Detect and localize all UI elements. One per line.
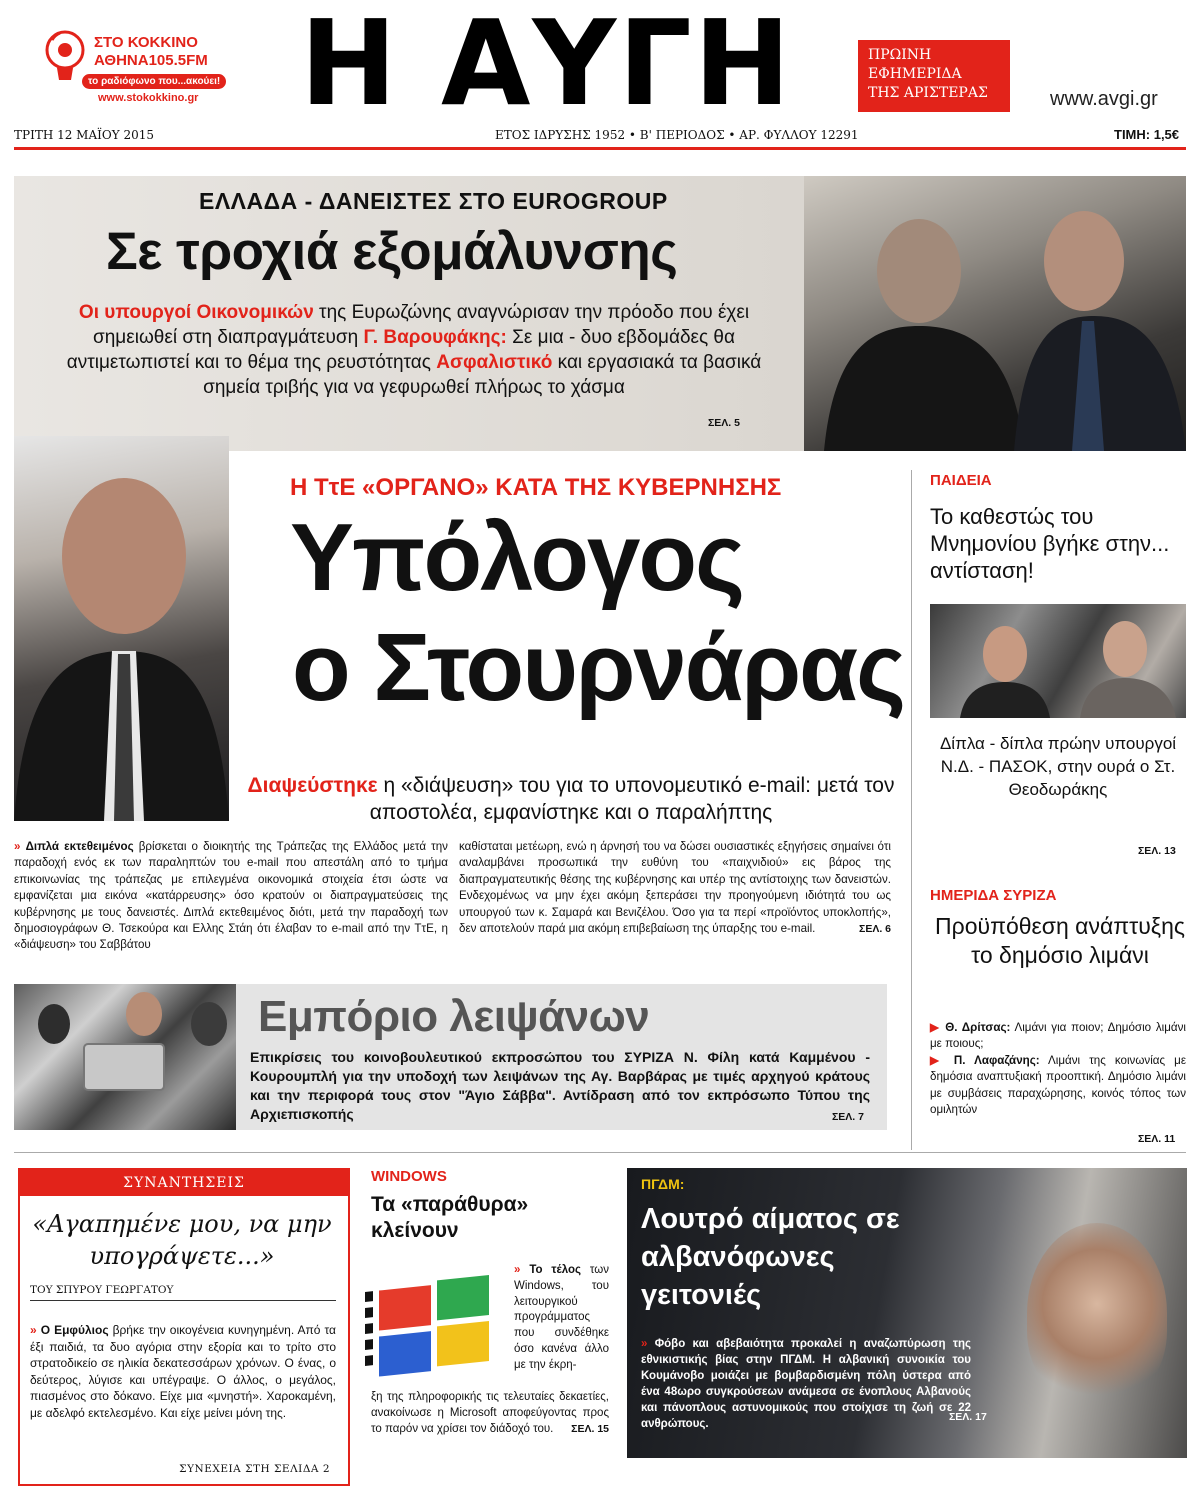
speaker-name: Θ. Δρίτσας: bbox=[945, 1021, 1011, 1034]
meetings-byline: ΤΟΥ ΣΠΥΡΟΥ ΓΕΩΡΓΑΤΟΥ bbox=[30, 1284, 336, 1301]
body-text: Φόβο και αβεβαιότητα προκαλεί η αναζωπύρωση της εθνικιστικής βίας στην ΠΓΔΜ. Η αλβανική συνοικία του Κουμάνοβο μοιάζει με βομβαρδισμένη πόλη ύστερα από ένα 48ωρο συγκρούσεων ανάμεσα σε ένοπλους Αλβανούς και πάνοπλους αστυνομικούς που στοίχισε τη ζωή σε 22 ανθρώπους. bbox=[641, 1338, 971, 1430]
arrow-icon: » bbox=[514, 1264, 521, 1276]
central-story-deck bbox=[246, 772, 896, 826]
page-reference[interactable]: ΣΕΛ. 11 bbox=[1138, 1133, 1176, 1145]
meetings-headline[interactable]: «Αγαπημένε μου, να μην υπογράψετε...» bbox=[32, 1210, 332, 1270]
top-story-kicker: ΕΛΛΑΔΑ - ΔΑΝΕΙΣΤΕΣ ΣΤΟ EUROGROUP bbox=[199, 188, 668, 214]
central-headline-line1[interactable]: Υπόλογος bbox=[290, 504, 743, 611]
page-reference[interactable]: ΣΕΛ. 15 bbox=[571, 1422, 609, 1435]
issue-info: ΕΤΟΣ ΙΔΡΥΣΗΣ 1952 • Β' ΠΕΡΙΟΔΟΣ • ΑΡ. ΦΥΛΛΟΥ 12291 bbox=[495, 128, 859, 142]
relics-story[interactable] bbox=[14, 984, 887, 1130]
education-photo bbox=[930, 604, 1186, 718]
eurogroup-photo bbox=[804, 176, 1186, 451]
syriza-conference-body bbox=[930, 1020, 1186, 1118]
page-reference[interactable]: ΣΕΛ. 7 bbox=[832, 1111, 864, 1123]
top-story-deck bbox=[44, 300, 784, 400]
lightbulb-icon bbox=[42, 28, 88, 88]
education-headline[interactable]: Το καθεστώς του Μνημονίου βγήκε στην... αντίσταση! bbox=[930, 504, 1170, 583]
deck-text: της Ευρωζώνης αναγνώρισαν την πρόοδο που έχει σημειωθεί στη διαπραγμάτευση bbox=[93, 302, 750, 348]
lead-words: Το τέλος bbox=[529, 1264, 581, 1276]
top-story[interactable] bbox=[14, 176, 1186, 451]
deck-text: Σε μια - δυο εβδομάδες θα αντιμετωπιστεί και το θέμα της ρευστότητας bbox=[66, 327, 735, 373]
body-text: ξη της πληροφορικής τις τελευταίες δεκαετίες, ανακοίνωσε η Microsoft αποφεύγοντας προς το παρόν να χρίσει τον διάδοχό του. bbox=[371, 1391, 609, 1435]
windows-body-top bbox=[514, 1263, 609, 1374]
quote-text: Λιμάνι για ποιον; Δημόσιο λιμάνι με ποιους; bbox=[930, 1021, 1186, 1051]
body-text: βρήκε την οικογένεια κυνηγημένη. Από τα έξι παιδιά, τα δυο αγόρια στην εξορία και το τρίτο στο στρατοδικείο σε ηλικία δεκατεσσάρων χρόνων. Ο ένας, ο δεύτερος, λύγισε και υπέγραψε. Ο άλλος, ο μεγάλος, πιασμένος στο δόκανο. Είχε μια «μνηστή». Χαροκαμένη, με αδελφό εκτελεσμένο. Και είχε μείνει μόνη της. bbox=[30, 1323, 336, 1420]
fyrom-story[interactable] bbox=[627, 1168, 1187, 1458]
website-link[interactable]: www.avgi.gr bbox=[1050, 88, 1158, 110]
body-text: των Windows, του λειτουργικού προγράμματος που συνδέθηκε όσο κανένα άλλο με την έκρη- bbox=[514, 1264, 609, 1371]
tagline-box bbox=[858, 40, 1010, 112]
tagline-line: ΤΗΣ ΑΡΙΣΤΕΡΑΣ bbox=[868, 85, 988, 101]
issue-date: ΤΡΙΤΗ 12 ΜΑΪΟΥ 2015 bbox=[14, 128, 154, 142]
deck-highlight: Ασφαλιστικό bbox=[436, 352, 553, 373]
central-headline-line2[interactable]: ο Στουρνάρας bbox=[292, 614, 905, 721]
quote-text: Λιμάνι της κοινωνίας με δημόσια αναπτυξιακή προοπτική. Δημόσιο λιμάνι με συμβάσεις παραχώρησης, κοινός τόπος των ομιλητών bbox=[930, 1053, 1186, 1117]
body-text: βρίσκεται ο διοικητής της Τράπεζας της Ελλάδος μετά την παραδοχή ενός εκ των παραληπτών του e-mail που απεστάλη από το τμήμα επικοινωνίας της τράπεζας με επιλεγμένα οικονομικά στοιχεία έτσι ώστε να εμφανίζεται μια εικόνα «κατάρρευσης» όσο κρατούν οι διαπραγματεύσεις της κυβέρνησης με τους δανειστές. Διπλά εκτεθειμένος διότι, μετά την παραδοχή των δημοσιογράφων Θ. Τσεκούρα και Ελλης Στάη ότι έλαβαν το e-mail από την ΤτΕ, η «διάψευση» του Σαββάτου bbox=[14, 840, 448, 952]
page-reference[interactable]: ΣΕΛ. 17 bbox=[949, 1411, 987, 1423]
fyrom-headline[interactable]: Λουτρό αίματος σε αλβανόφωνες γειτονιές bbox=[641, 1203, 900, 1311]
ministers-silhouette bbox=[804, 176, 1186, 451]
windows-kicker: WINDOWS bbox=[371, 1168, 447, 1185]
portrait-silhouette bbox=[14, 436, 229, 821]
column-divider bbox=[911, 470, 912, 1150]
deck-highlight: Οι υπουργοί Οικονομικών bbox=[78, 302, 314, 323]
newspaper-title: Η ΑΥΓΗ bbox=[300, 0, 793, 132]
central-story-kicker: Η ΤτΕ «ΟΡΓΑΝΟ» ΚΑΤΑ ΤΗΣ ΚΥΒΕΡΝΗΣΗΣ bbox=[290, 474, 782, 501]
radio-name: ΣΤΟ ΚΟΚΚΙΝΟ bbox=[94, 34, 198, 51]
education-kicker: ΠΑΙΔΕΙΑ bbox=[930, 472, 992, 489]
quote-item bbox=[930, 1020, 1186, 1053]
price: ΤΙΜΗ: 1,5€ bbox=[1114, 127, 1180, 142]
central-body-column-2 bbox=[459, 839, 891, 937]
triangle-icon: ▶ bbox=[930, 1021, 941, 1034]
central-body-column-1 bbox=[14, 839, 448, 954]
page-reference[interactable]: ΣΕΛ. 6 bbox=[859, 923, 891, 936]
quote-item bbox=[930, 1053, 1186, 1119]
lead-words: Ο Εμφύλιος bbox=[40, 1323, 109, 1337]
section-divider bbox=[14, 1152, 1186, 1153]
body-text: καθίσταται μετέωρη, ενώ η άρνησή του να δώσει ουσιαστικές εξηγήσεις σημαίνει ότι αναλαμβάνει προσωπικά την ευθύνη του «παιχνιδιού» εις βάρος της διαπραγματευτικής θέσης της κυβέρνησης και υπέρ της αντίστοιχης των δανειστών. Ενδεχομένως να μην έχει ακόμη ξεπεράσει την προηγούμενη ιδιότητά του ως υπουργού των κ. Σαμαρά και Βενιζέλου. Όσο για τα περί «προϊόντος υποκλοπής», δεν αποτελούν παρά μια ακόμη επιβεβαίωση της ύπαρξης του e-mail. bbox=[459, 840, 891, 936]
meetings-column-label: ΣΥΝΑΝΤΗΣΕΙΣ bbox=[20, 1170, 348, 1196]
arrow-icon: » bbox=[641, 1338, 648, 1350]
radio-url[interactable]: www.stokokkino.gr bbox=[98, 92, 199, 104]
stournaras-photo bbox=[14, 436, 229, 821]
triangle-icon: ▶ bbox=[930, 1053, 945, 1067]
arrow-icon: » bbox=[14, 840, 21, 853]
top-story-headline[interactable]: Σε τροχιά εξομάλυνσης bbox=[106, 222, 678, 281]
speaker-name: Π. Λαφαζάνης: bbox=[953, 1053, 1040, 1067]
radio-frequency: ΑΘΗΝΑ105.5FM bbox=[94, 52, 208, 69]
windows-headline[interactable]: Τα «παράθυρα» κλείνουν bbox=[371, 1193, 529, 1242]
syriza-conference-headline[interactable]: Προϋπόθεση ανάπτυξης το δημόσιο λιμάνι bbox=[935, 913, 1185, 968]
fyrom-kicker: ΠΓΔΜ: bbox=[641, 1176, 685, 1192]
tagline-line: ΠΡΩΙΝΗ bbox=[868, 47, 932, 63]
page-reference[interactable]: ΣΕΛ. 13 bbox=[1138, 845, 1176, 857]
deck-highlight: Διαψεύστηκε bbox=[247, 774, 378, 797]
relics-body: Επικρίσεις του κοινοβουλευτικού εκπροσώπου του ΣΥΡΙΖΑ Ν. Φίλη κατά Καμμένου - Κουρουμπλή για την υποδοχή των λειψάνων της Αγ. Βαρβάρας με τιμές αρχηγού κράτους και την περιφορά τους στον "Άγιο Σάββα". Αντίδραση από τον εκπρόσωπο Τύπου της Αρχιεπισκοπής bbox=[250, 1049, 870, 1122]
arrow-icon: » bbox=[30, 1323, 37, 1337]
meetings-body bbox=[30, 1322, 336, 1422]
relics-procession-silhouette bbox=[14, 984, 236, 1130]
radio-station-logo[interactable] bbox=[36, 22, 236, 107]
education-caption: Δίπλα - δίπλα πρώην υπουργοί Ν.Δ. - ΠΑΣΟΚ, στην ουρά ο Στ. Θεοδωράκης bbox=[939, 734, 1177, 799]
tagline-line: ΕΦΗΜΕΡΙΔΑ bbox=[868, 66, 962, 82]
windows-body-bottom bbox=[371, 1390, 609, 1437]
crying-woman-photo bbox=[1027, 1223, 1167, 1403]
syriza-conference-kicker: ΗΜΕΡΙΔΑ ΣΥΡΙΖΑ bbox=[930, 887, 1057, 904]
deck-highlight: Γ. Βαρουφάκης: bbox=[363, 327, 507, 348]
continued-on-page[interactable]: ΣΥΝΕΧΕΙΑ ΣΤΗ ΣΕΛΙΔΑ 2 bbox=[179, 1463, 330, 1475]
deck-text: η «διάψευση» του για το υπονομευτικό e-mail: μετά τον αποστολέα, εμφανίστηκε και ο παραλήπτης bbox=[369, 774, 895, 824]
politicians-silhouette bbox=[930, 604, 1186, 718]
page-reference[interactable]: ΣΕΛ. 5 bbox=[708, 417, 740, 429]
lead-words: Διπλά εκτεθειμένος bbox=[25, 840, 134, 853]
deck-text: και εργασιακά τα βασικά σημεία τριβής για να γεφυρωθεί πλήρως το χάσμα bbox=[203, 352, 762, 398]
relics-headline[interactable]: Εμπόριο λειψάνων bbox=[258, 992, 650, 1041]
windows-logo-icon bbox=[365, 1262, 513, 1388]
fyrom-body bbox=[641, 1336, 971, 1432]
relics-photo bbox=[14, 984, 236, 1130]
masthead-divider bbox=[14, 147, 1186, 150]
radio-slogan: το ραδιόφωνο που...ακούει! bbox=[82, 74, 226, 89]
